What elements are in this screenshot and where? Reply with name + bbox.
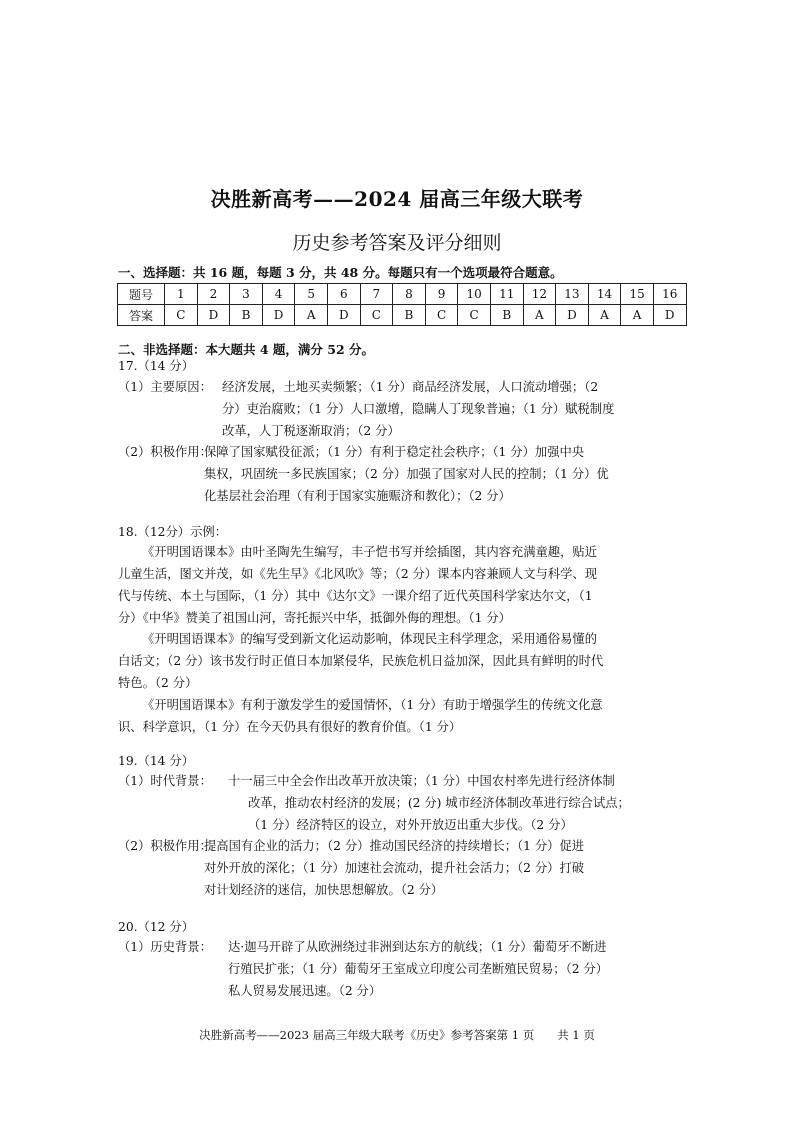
answer-cell: C: [458, 305, 491, 326]
q20-part1-line: 行殖民扩张；（1 分）葡萄牙王室成立印度公司垄断殖民贸易；（2 分）: [228, 962, 609, 976]
q20-part1-line: 私人贸易发展迅速。（2 分）: [228, 984, 382, 998]
q20-header: 20.（12 分）: [118, 920, 195, 934]
q19-part1-line: 改革，推动农村经济的发展；(2 分) 城市经济体制改革进行综合试点；: [248, 796, 630, 810]
question-number: 3: [230, 284, 263, 305]
q17-part1-line: 改革，人丁税逐渐取消；（2 分）: [222, 424, 400, 438]
q20-part1-label: （1）历史背景：: [118, 940, 212, 954]
question-number: 8: [393, 284, 426, 305]
answer-cell: B: [230, 305, 263, 326]
answer-cell: A: [621, 305, 654, 326]
section1-heading: 一、选择题：共 16 题，每题 3 分，共 48 分。每题只有一个选项最符合题意。: [118, 265, 563, 280]
section2-heading: 二、非选择题：本大题共 4 题，满分 52 分。: [118, 342, 375, 357]
q18-line: 代与传统、本土与国际，（1 分）其中《达尔文》一课介绍了近代英国科学家达尔文，（1: [118, 589, 593, 603]
q19-part2-line: 提高国有企业的活力；（2 分）推动国民经济的持续增长；（1 分）促进: [204, 839, 585, 853]
q18-line: 分）《中华》赞美了祖国山河，寄托振兴中华，抵御外侮的理想。（1 分）: [118, 611, 511, 625]
q17-header: 17.（14 分）: [118, 359, 195, 373]
q19-part1-line: （1 分）经济特区的设立，对外开放迈出重大步伐。（2 分）: [248, 818, 573, 832]
q17-part1-line: 分）吏治腐败；（1 分）人口激增，隐瞒人丁现象普遍；（1 分）赋税制度: [222, 402, 615, 416]
q18-header: 18.（12分）示例：: [118, 525, 227, 539]
answer-cell: D: [556, 305, 589, 326]
answer-cell: A: [588, 305, 621, 326]
question-number: 6: [327, 284, 360, 305]
answer-cell: D: [197, 305, 230, 326]
row-label: 答案: [118, 305, 165, 326]
q19-header: 19.（14 分）: [118, 754, 195, 768]
answer-cell: C: [360, 305, 393, 326]
answer-cell: D: [327, 305, 360, 326]
question-number: 7: [360, 284, 393, 305]
question-number: 11: [490, 284, 523, 305]
q18-line: 《开明国语课本》由叶圣陶先生编写，丰子恺书写并绘插图，其内容充满童趣，贴近: [142, 545, 597, 559]
answer-cell: B: [490, 305, 523, 326]
page-subtitle: 历史参考答案及评分细则: [292, 232, 502, 254]
question-number: 16: [653, 284, 686, 305]
q17-part2: [118, 441, 678, 507]
question-number: 5: [295, 284, 328, 305]
q18-line: 特色。（2 分）: [118, 676, 198, 690]
answer-cell: A: [295, 305, 328, 326]
q19-part2-line: 对外开放的深化；（1 分）加速社会流动，提升社会活力；（2 分）打破: [204, 861, 585, 875]
row-label: 题号: [118, 284, 165, 305]
question-number: 15: [621, 284, 654, 305]
q20-part1-line: 达·迦马开辟了从欧洲绕过非洲到达东方的航线；（1 分）葡萄牙不断进: [228, 940, 607, 954]
answer-row: [118, 305, 687, 326]
q17-part1-line: 经济发展，土地买卖频繁；（1 分）商品经济发展，人口流动增强；（2: [222, 380, 599, 394]
q20-part1: [118, 936, 678, 1002]
q17-part2-label: （2）积极作用：: [118, 445, 212, 459]
question-number: 1: [165, 284, 198, 305]
question-number: 10: [458, 284, 491, 305]
q18-paragraph3: [118, 694, 678, 738]
q17-part2-line: 保障了国家赋役征派；（1 分）有利于稳定社会秩序；（1 分）加强中央: [204, 445, 585, 459]
page-footer: 决胜新高考——2023 届高三年级大联考《历史》参考答案第 1 页 共 1 页: [199, 1028, 595, 1042]
q18-paragraph1: [118, 541, 678, 629]
question-number: 9: [425, 284, 458, 305]
answer-cell: D: [262, 305, 295, 326]
answer-cell: D: [653, 305, 686, 326]
q18-line: 识、科学意识，（1 分）在今天仍具有很好的教育价值。（1 分）: [118, 720, 462, 734]
q17-part2-line: 集权，巩固统一多民族国家；（2 分）加强了国家对人民的控制；（1 分）优: [204, 467, 609, 481]
q17-part2-line: 化基层社会治理（有利于国家实施赈济和教化）；（2 分）: [204, 489, 511, 503]
q17-part1: [118, 376, 678, 442]
question-number: 2: [197, 284, 230, 305]
answer-cell: C: [425, 305, 458, 326]
q18-paragraph2: [118, 628, 678, 694]
q18-line: 《开明国语课本》有利于激发学生的爱国情怀，（1 分）有助于增强学生的传统文化意: [142, 698, 603, 712]
q18-line: 白话文；（2 分）该书发行时正值日本加紧侵华，民族危机日益加深，因此具有鲜明的时代: [118, 654, 604, 668]
q19-part2-line: 对计划经济的迷信，加快思想解放。（2 分）: [204, 883, 444, 897]
question-number: 13: [556, 284, 589, 305]
q19-part1: [118, 770, 678, 836]
answer-cell: C: [165, 305, 198, 326]
answer-cell: A: [523, 305, 556, 326]
q18-line: 《开明国语课本》的编写受到新文化运动影响，体现民主科学理念，采用通俗易懂的: [142, 632, 597, 646]
q19-part1-label: （1）时代背景：: [118, 774, 212, 788]
answer-cell: B: [393, 305, 426, 326]
answer-table: [117, 283, 687, 326]
q19-part1-line: 十一届三中全会作出改革开放决策；（1 分）中国农村率先进行经济体制: [228, 774, 615, 788]
q17-part1-label: （1）主要原因：: [118, 380, 212, 394]
number-row: [118, 284, 687, 305]
question-number: 12: [523, 284, 556, 305]
question-number: 4: [262, 284, 295, 305]
q19-part2-label: （2）积极作用：: [118, 839, 212, 853]
q18-line: 儿童生活，图文并茂，如《先生早》《北风吹》等；（2 分）课本内容兼顾人文与科学、现: [118, 567, 598, 581]
question-number: 14: [588, 284, 621, 305]
page-title: 决胜新高考——2024 届高三年级大联考: [210, 187, 584, 211]
q19-part2: [118, 835, 678, 901]
